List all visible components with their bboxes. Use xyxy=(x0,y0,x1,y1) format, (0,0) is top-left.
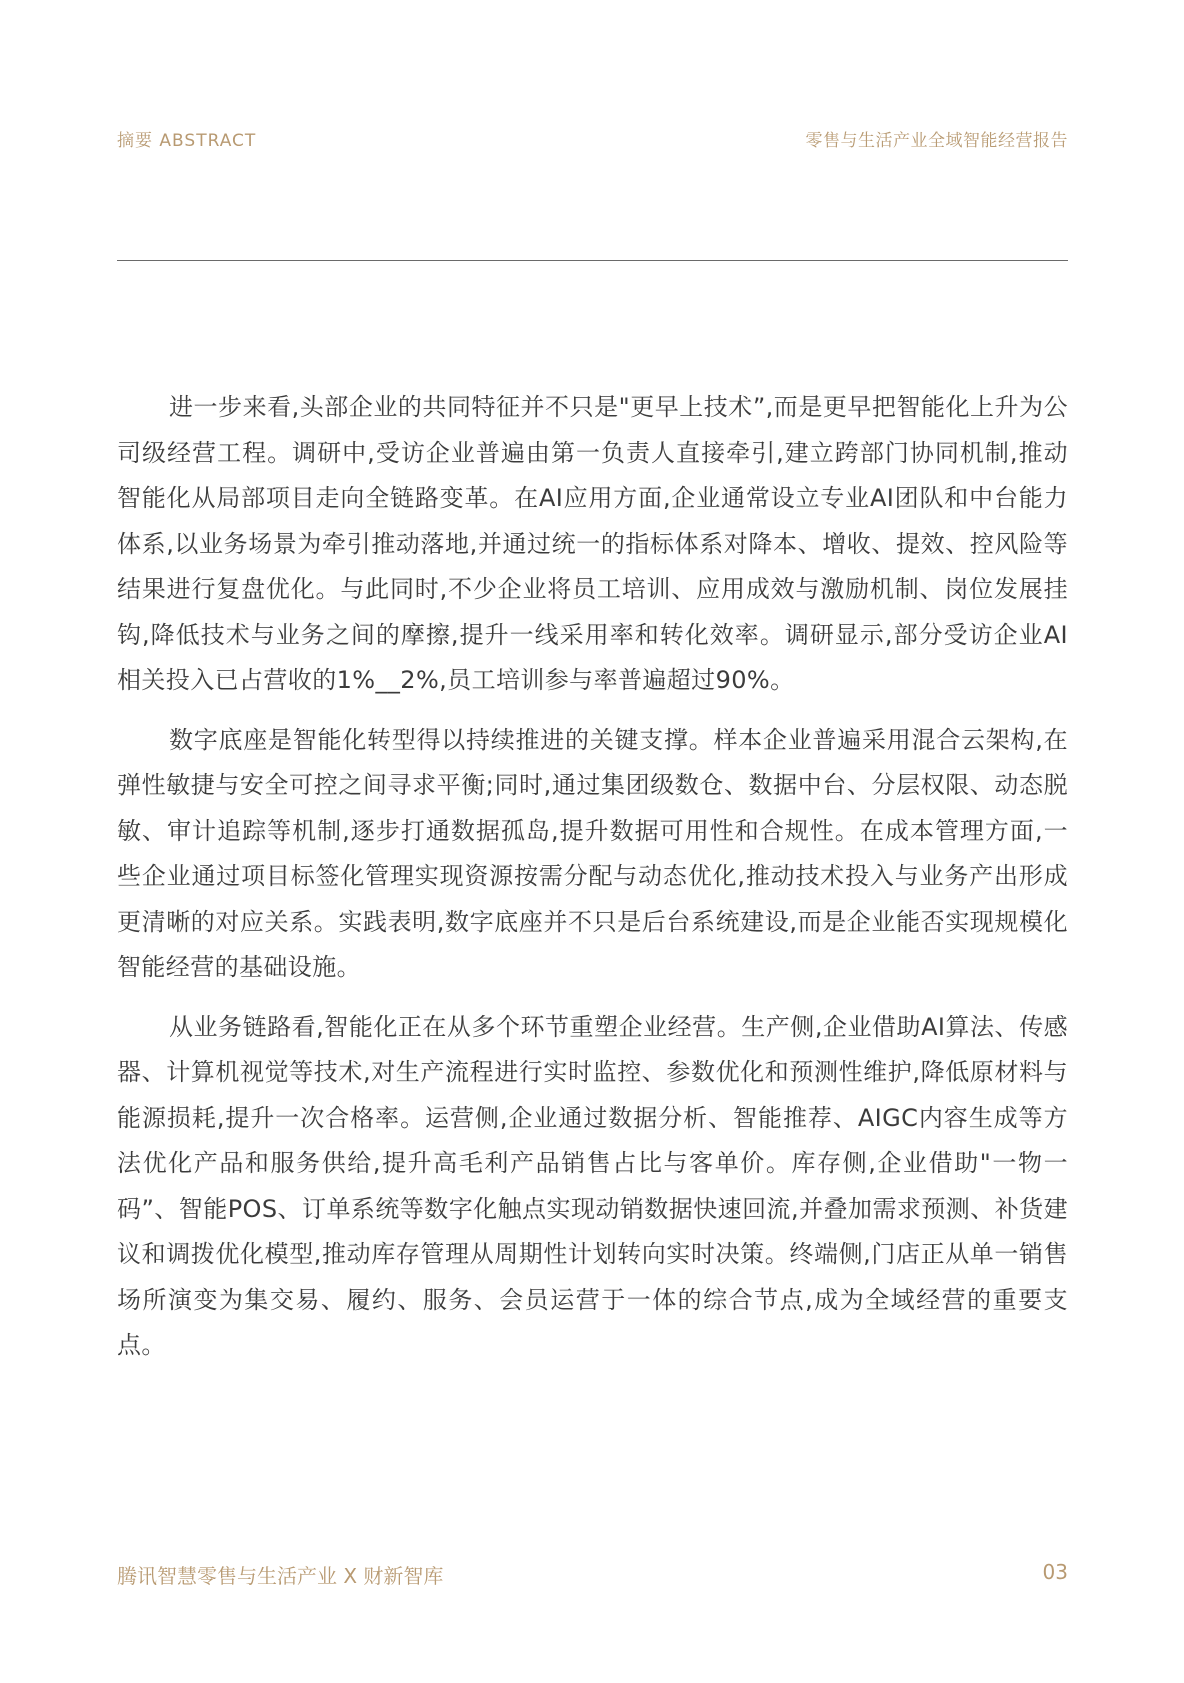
footer-publisher: 腾讯智慧零售与生活产业 X 财新智库 xyxy=(117,1564,444,1588)
paragraph-1: 进一步来看,头部企业的共同特征并不只是"更早上技术”,而是更早把智能化上升为公司级经营工程。调研中,受访企业普遍由第一负责人直接牵引,建立跨部门协同机制,推动智能化从局部项目走向全链路变革。在AI应用方面,企业通常设立专业AI团队和中台能力体系,以业务场景为牵引推动落地,并通过统一的指标体系对降本、增收、提效、控风险等结果进行复盘优化。与此同时,不少企业将员工培训、应用成效与激励机制、岗位发展挂钩,降低技术与业务之间的摩擦,提升一线采用率和转化效率。调研显示,部分受访企业AI相关投入已占营收的1%__2%,员工培训参与率普遍超过90%。 xyxy=(117,393,1068,694)
paragraph-2: 数字底座是智能化转型得以持续推进的关键支撑。样本企业普遍采用混合云架构,在弹性敏捷与安全可控之间寻求平衡;同时,通过集团级数仓、数据中台、分层权限、动态脱敏、审计追踪等机制,逐步打通数据孤岛,提升数据可用性和合规性。在成本管理方面,一些企业通过项目标签化管理实现资源按需分配与动态优化,推动技术投入与业务产出形成更清晰的对应关系。实践表明,数字底座并不只是后台系统建设,而是企业能否实现规模化智能经营的基础设施。 xyxy=(117,725,1068,981)
section-label: 摘要 ABSTRACT xyxy=(117,131,257,151)
header-divider xyxy=(117,260,1068,261)
report-title: 零售与生活产业全域智能经营报告 xyxy=(805,131,1068,151)
page-number: 03 xyxy=(1042,1560,1068,1584)
body-text xyxy=(117,385,1068,1383)
paragraph-3: 从业务链路看,智能化正在从多个环节重塑企业经营。生产侧,企业借助AI算法、传感器、计算机视觉等技术,对生产流程进行实时监控、参数优化和预测性维护,降低原材料与能源损耗,提升一次合格率。运营侧,企业通过数据分析、智能推荐、AIGC内容生成等方法优化产品和服务供给,提升高毛利产品销售占比与客单价。库存侧,企业借助"一物一码”、智能POS、订单系统等数字化触点实现动销数据快速回流,并叠加需求预测、补货建议和调拨优化模型,推动库存管理从周期性计划转向实时决策。终端侧,门店正从单一销售场所演变为集交易、履约、服务、会员运营于一体的综合节点,成为全域经营的重要支点。 xyxy=(117,1012,1068,1359)
